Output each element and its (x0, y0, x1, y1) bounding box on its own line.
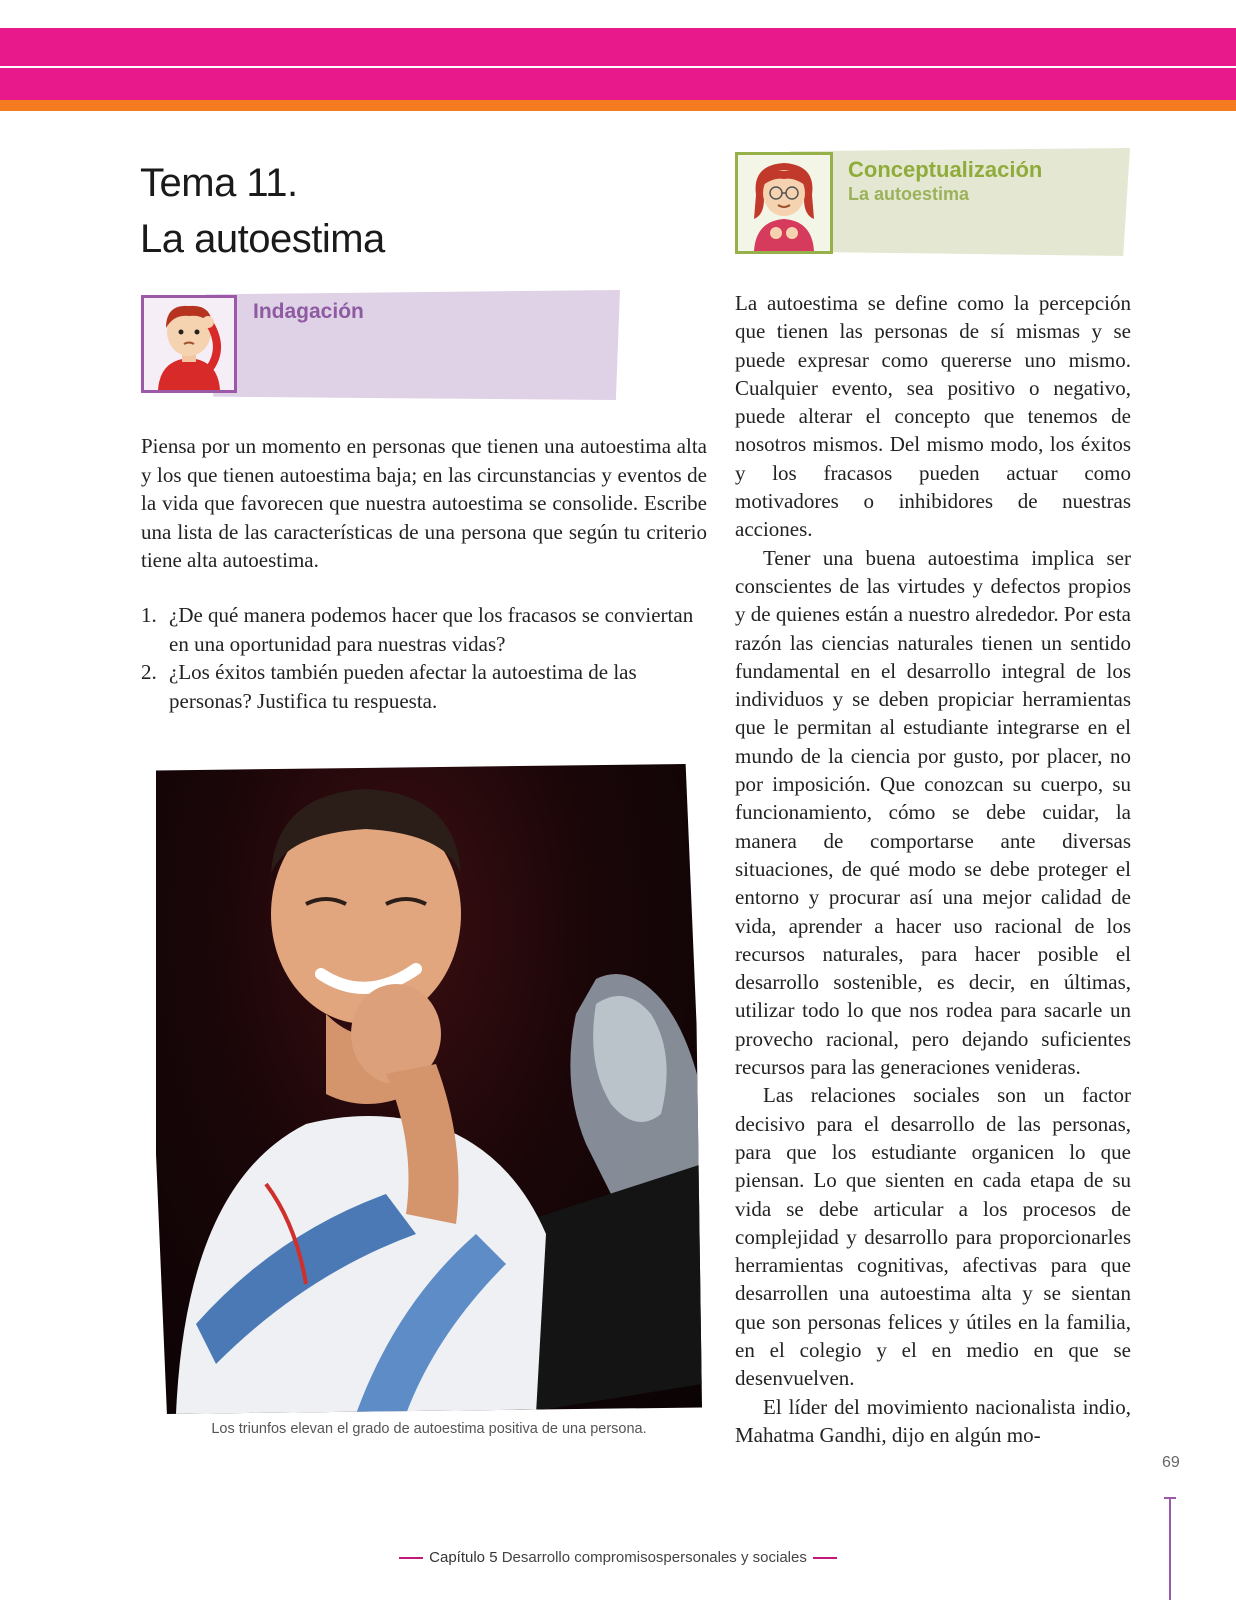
footer-rule-right (813, 1557, 837, 1559)
question-text: ¿De qué manera podemos hacer que los fracasos se conviertan en una oportunidad para nuestras vidas? (169, 603, 694, 656)
body-paragraph: Tener una buena autoestima implica ser conscientes de las virtudes y defectos propios y de quienes están a nuestro alrededor. Por esta razón las ciencias naturales tienen un sentido fundamental en el desarrollo integral de los individuos y se deben propiciar herramientas que le permitan al estudiante integrarse en el mundo de la ciencia por gusto, por placer, no por imposición. Que conozcan su cuerpo, su funcionamiento, cómo se debe cuidar, la manera de comportarse ante diversas situaciones, de qué modo se debe proteger el entorno y procurar así una mejor calidad de vida, aprender a hacer uso racional de los recursos naturales, para hacer posible el desarrollo sostenible, es decir, en últimas, utilizar todo lo que nos rodea para sacarle un provecho racional, pero dejando suficientes recursos para las generaciones venideras. (735, 545, 1131, 1080)
photo-caption: Los triunfos elevan el grado de autoestima positiva de una persona. (211, 1421, 647, 1437)
header-orange-stripe (0, 100, 1236, 111)
tennis-champion-photo (156, 764, 702, 1414)
conceptualizacion-subtitle: La autoestima (848, 184, 970, 204)
question-number: 2. (141, 660, 157, 684)
page-title-line2: La autoestima (140, 217, 385, 261)
footer-chapter-title: Desarrollo compromisospersonales y sociales (501, 1549, 807, 1566)
page-footer (0, 1549, 1236, 1566)
question-list (141, 601, 707, 715)
page-title (140, 155, 385, 267)
page-title-line1: Tema 11. (140, 161, 298, 205)
conceptualizacion-text (735, 289, 1131, 1449)
girl-with-glasses-icon (735, 152, 833, 254)
question-text: ¿Los éxitos también pueden afectar la autoestima de las personas? Justifica tu respuesta. (169, 660, 637, 713)
body-paragraph: Las relaciones sociales son un factor decisivo para el desarrollo de las personas, para que los estudiante organicen lo que piensan. Lo que sienten en cada etapa de su vida se debe articular a los procesos de complejidad y desarrollo para proporcionarles herramientas cognitivas, afectivas para que desarrollen una autoestima alta y se sientan que son personas felices y útiles en la familia, en el colegio y el en medio en que se desenvuelven. (735, 1083, 1131, 1391)
question-item (141, 601, 707, 658)
body-paragraph: La autoestima se define como la percepción que tienen las personas de sí mismas y se puede expresar como quererse uno mismo. Cualquier evento, sea positivo o negativo, puede alterar el concepto que tenemos de nosotros mismos. Del mismo modo, los éxitos y los fracasos pueden actuar como motivadores o inhibidores de nuestras acciones. (735, 291, 1131, 542)
thinking-boy-icon (141, 295, 237, 393)
question-item (141, 658, 707, 715)
header-band-top (0, 28, 1236, 66)
page-number: 69 (1162, 1454, 1180, 1471)
footer-chapter-label: Capítulo 5 (429, 1549, 498, 1566)
question-number: 1. (141, 603, 157, 627)
footer-rule-left (399, 1557, 423, 1559)
indagacion-title: Indagación (253, 300, 364, 323)
indagacion-paragraph: Piensa por un momento en personas que tienen una autoestima alta y los que tienen autoestima baja; en las circunstancias y eventos de la vida que favorecen que nuestra autoestima se consolide. Escribe una lista de las características de una persona que según tu criterio tiene alta autoestima. (141, 434, 707, 572)
body-paragraph: El líder del movimiento nacionalista indio, Mahatma Gandhi, dijo en algún mo- (735, 1394, 1131, 1447)
header-band-bottom (0, 68, 1236, 100)
conceptualizacion-title: Conceptualización (848, 157, 1043, 182)
